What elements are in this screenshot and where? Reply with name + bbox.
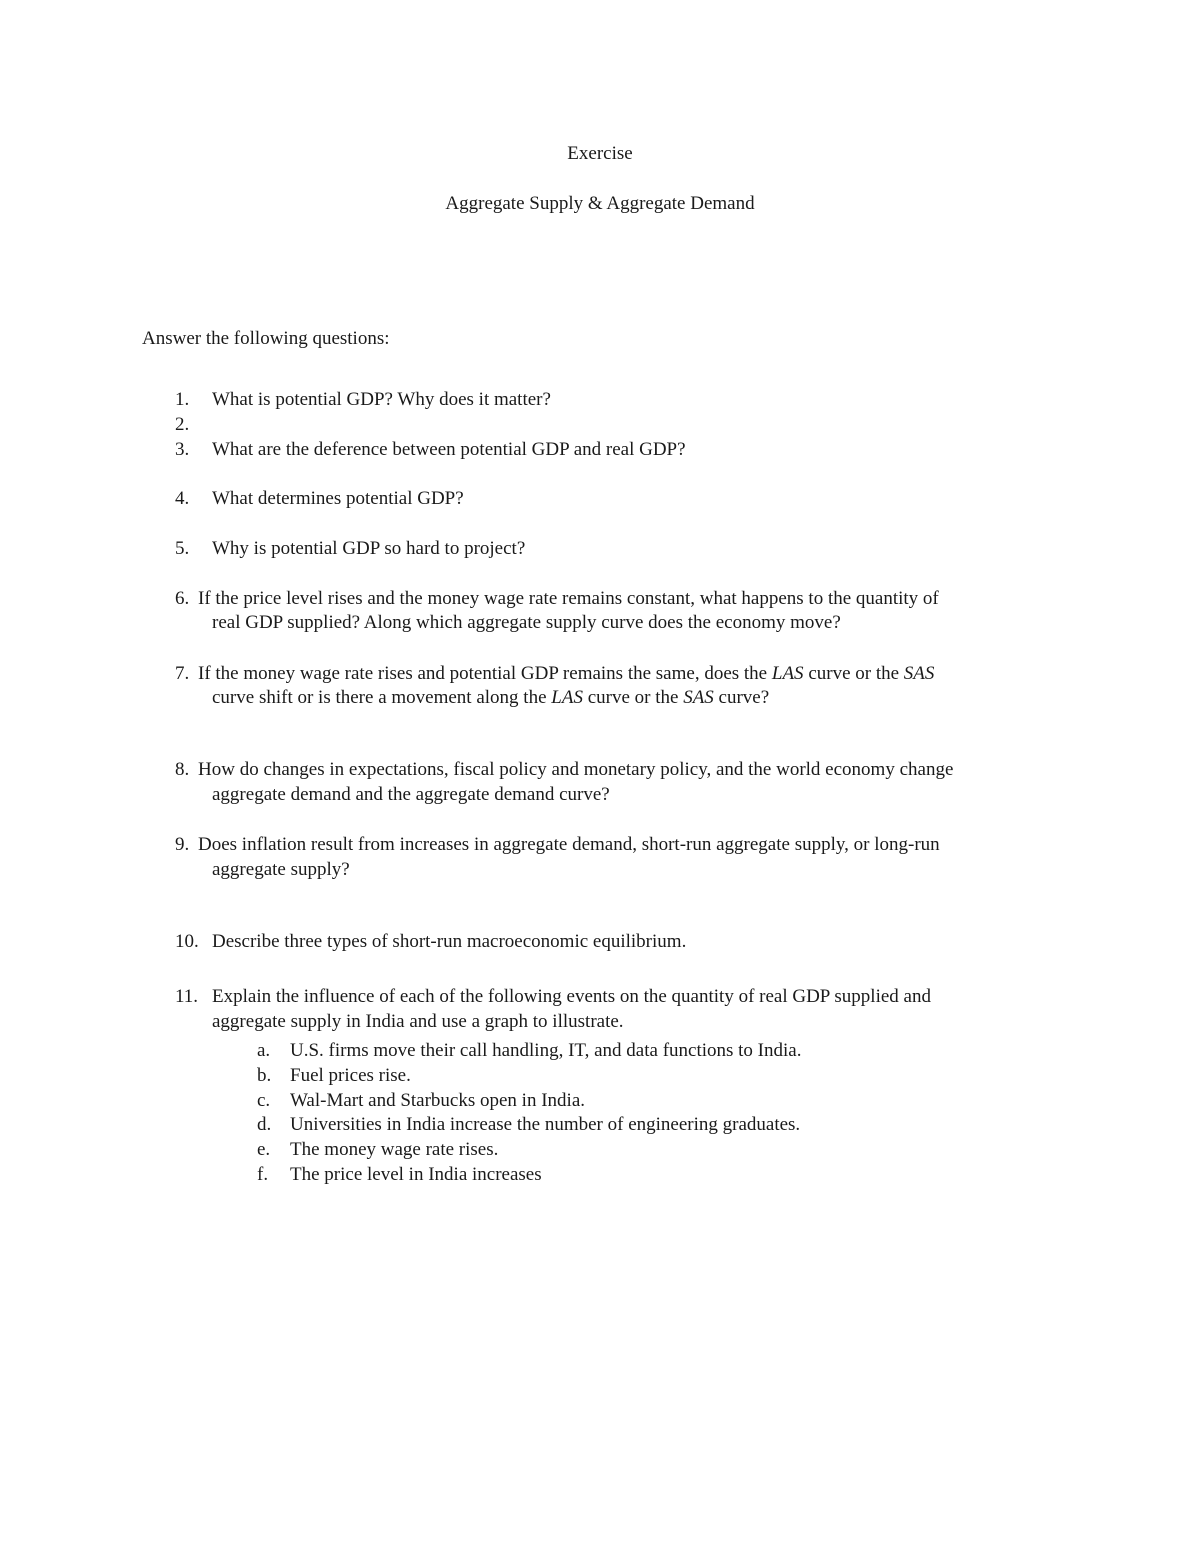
sub-item-label: b. bbox=[257, 1065, 272, 1086]
item-text: What is potential GDP? Why does it matter? bbox=[212, 389, 551, 410]
item-number: 3. bbox=[175, 439, 190, 460]
sub-item-text: Wal-Mart and Starbucks open in India. bbox=[290, 1090, 586, 1111]
las-term: LAS bbox=[551, 687, 583, 708]
las-term: LAS bbox=[771, 663, 804, 684]
item-text: What are the deference between potential GDP and real GDP? bbox=[212, 439, 686, 460]
sub-item-label: c. bbox=[257, 1090, 271, 1111]
item-text-line: If the money wage rate rises and potential GDP remains the same, does the LAS curve or the SAS bbox=[198, 663, 935, 684]
item-text: Describe three types of short-run macroeconomic equilibrium. bbox=[212, 931, 687, 952]
item-number: 1. bbox=[175, 389, 190, 410]
item-text-line: curve shift or is there a movement along the LAS curve or the SAS curve? bbox=[212, 687, 770, 708]
sub-item-text: The money wage rate rises. bbox=[290, 1139, 499, 1160]
item-number: 9. bbox=[175, 834, 190, 855]
sub-item-text: Fuel prices rise. bbox=[290, 1065, 411, 1086]
item-number: 10. bbox=[175, 931, 199, 952]
page-subtitle: Aggregate Supply & Aggregate Demand bbox=[445, 193, 755, 214]
item-number: 11. bbox=[175, 986, 199, 1007]
sub-item-text: Universities in India increase the number of engineering graduates. bbox=[290, 1114, 801, 1135]
item-text-line: real GDP supplied? Along which aggregate supply curve does the economy move? bbox=[212, 612, 841, 633]
page-title: Exercise bbox=[567, 143, 633, 164]
sub-item-label: e. bbox=[257, 1139, 271, 1160]
item-text-line: Does inflation result from increases in aggregate demand, short-run aggregate supply, or long-run bbox=[198, 834, 940, 855]
sub-item-text: The price level in India increases bbox=[290, 1164, 542, 1185]
item-text-line: aggregate supply in India and use a graph to illustrate. bbox=[212, 1011, 624, 1032]
item-text: What determines potential GDP? bbox=[212, 488, 464, 509]
item-text: Why is potential GDP so hard to project? bbox=[212, 538, 526, 559]
instructions: Answer the following questions: bbox=[142, 328, 390, 349]
sub-item-label: f. bbox=[257, 1164, 269, 1185]
item-number: 5. bbox=[175, 538, 190, 559]
item-text-line: How do changes in expectations, fiscal policy and monetary policy, and the world economy change bbox=[198, 759, 954, 780]
item-number: 2. bbox=[175, 414, 190, 435]
item-text-line: If the price level rises and the money wage rate remains constant, what happens to the quantity of bbox=[198, 588, 939, 609]
sub-item-text: U.S. firms move their call handling, IT, and data functions to India. bbox=[290, 1040, 802, 1061]
sas-term: SAS bbox=[683, 687, 714, 708]
sub-item-label: d. bbox=[257, 1114, 272, 1135]
sas-term: SAS bbox=[903, 663, 935, 684]
item-text-line: aggregate supply? bbox=[212, 859, 350, 880]
item-number: 8. bbox=[175, 759, 190, 780]
item-text-line: aggregate demand and the aggregate demand curve? bbox=[212, 784, 610, 805]
item-text-line: Explain the influence of each of the following events on the quantity of real GDP supplied and bbox=[212, 986, 931, 1007]
item-number: 6. bbox=[175, 588, 190, 609]
item-number: 7. bbox=[175, 663, 190, 684]
sub-item-label: a. bbox=[257, 1040, 271, 1061]
item-number: 4. bbox=[175, 488, 190, 509]
